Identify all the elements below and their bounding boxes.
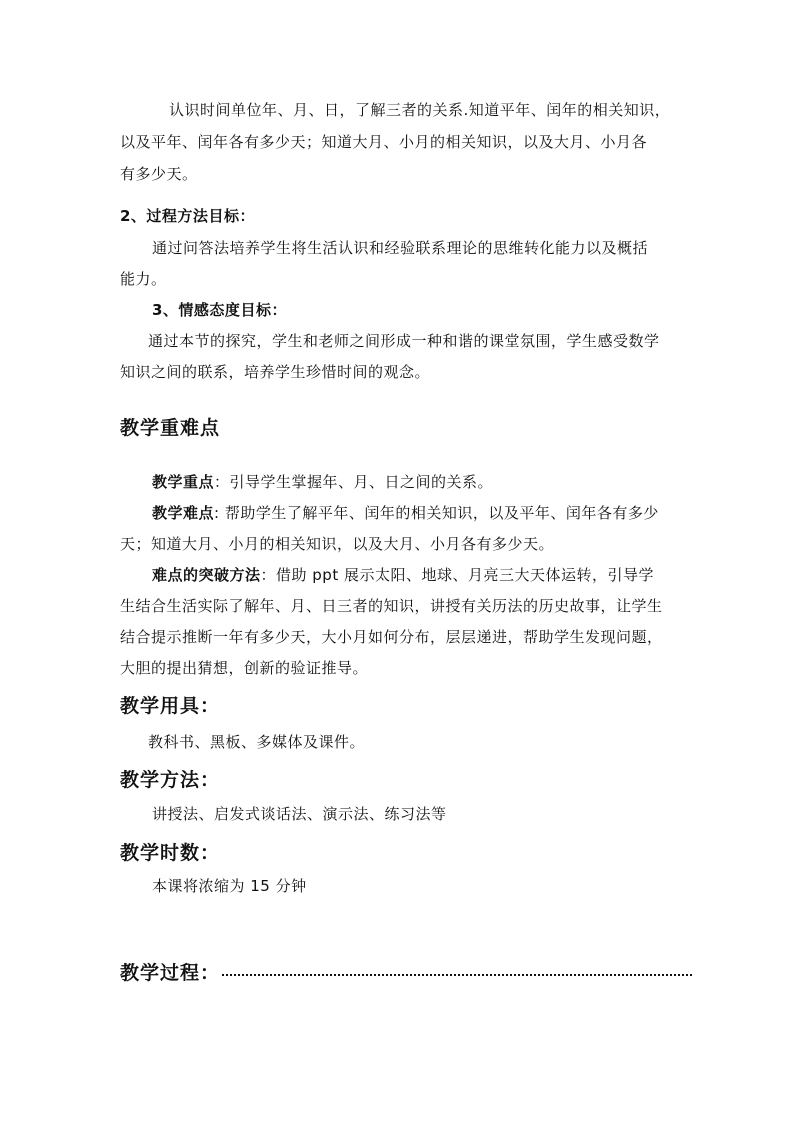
hours-text: 本课将浓缩为 15 分钟 [152, 877, 307, 895]
process-heading-line [120, 960, 692, 986]
process-heading: 教学过程： [120, 962, 221, 984]
knowledge-goal-line-3: 有多少天。 [120, 165, 198, 183]
emotion-goal-line-1: 通过本节的探究，学生和老师之间形成一种和谐的课堂氛围，学生感受数学 [148, 332, 660, 350]
emotion-goal-heading: 3、情感态度目标： [152, 301, 287, 319]
breakthrough-label: 难点的突破方法 [152, 566, 261, 584]
breakthrough-line-3: 结合提示推断一年有多少天，大小月如何分布，层层递进，帮助学生发现问题， [120, 628, 663, 646]
process-goal-heading: 2、过程方法目标： [120, 207, 255, 225]
difficulty-line-1 [152, 503, 659, 523]
key-points-heading: 教学重难点 [120, 417, 221, 439]
focus-label: 教学重点 [152, 473, 215, 491]
methods-text: 讲授法、启发式谈话法、演示法、练习法等 [152, 805, 447, 823]
breakthrough-text-1: ：借助 ppt 展示太阳、地球、月亮三大天体运转，引导学 [260, 566, 654, 584]
focus-text: ：引导学生掌握年、月、日之间的关系。 [214, 473, 494, 491]
breakthrough-line-1 [152, 565, 654, 585]
dotted-leader [222, 974, 692, 976]
breakthrough-line-4: 大胆的提出猜想，创新的验证推导。 [120, 659, 369, 677]
methods-heading: 教学方法： [120, 769, 221, 791]
difficulty-text-1: : 帮助学生了解平年、闰年的相关知识，以及平年、闰年各有多少 [214, 504, 659, 522]
hours-heading: 教学时数： [120, 842, 221, 864]
difficulty-label: 教学难点 [152, 504, 215, 522]
emotion-goal-line-2: 知识之间的联系，培养学生珍惜时间的观念。 [120, 363, 431, 381]
knowledge-goal-line-2: 以及平年、闰年各有多少天；知道大月、小月的相关知识，以及大月、小月各 [120, 133, 648, 151]
process-goal-line-2: 能力。 [120, 270, 167, 288]
focus-line [152, 472, 493, 492]
difficulty-line-2: 天；知道大月、小月的相关知识，以及大月、小月各有多少天。 [120, 535, 555, 553]
tools-heading: 教学用具： [120, 695, 221, 717]
breakthrough-line-2: 生结合生活实际了解年、月、日三者的知识，讲授有关历法的历史故事，让学生 [120, 597, 663, 615]
knowledge-goal-line-1: 认识时间单位年、月、日，了解三者的关系.知道平年、闰年的相关知识， [169, 101, 671, 119]
process-goal-line-1: 通过问答法培养学生将生活认识和经验联系理论的思维转化能力以及概括 [152, 239, 649, 257]
tools-text: 教科书、黑板、多媒体及课件。 [148, 733, 366, 751]
